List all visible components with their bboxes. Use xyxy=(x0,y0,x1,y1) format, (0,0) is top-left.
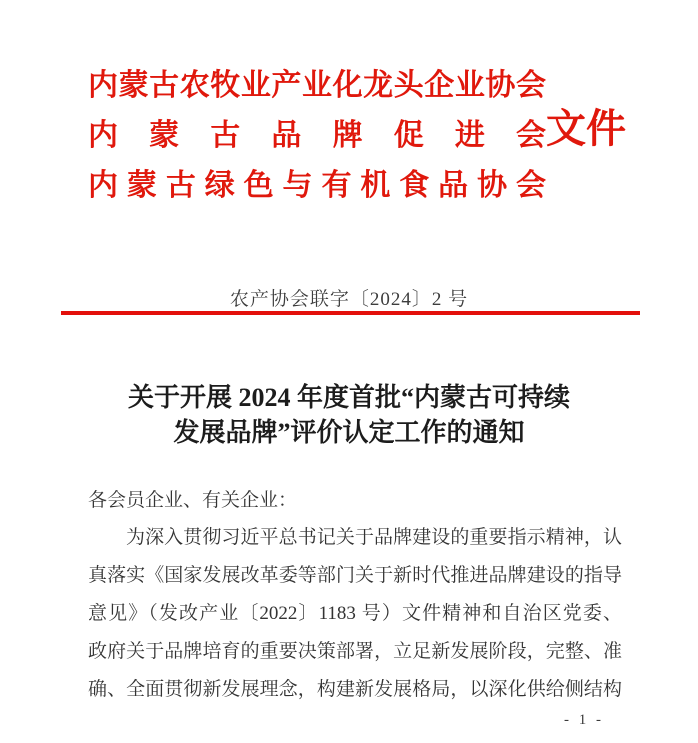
letterhead xyxy=(88,61,546,211)
body-paragraph-line-1: 为深入贯彻习近平总书记关于品牌建设的重要指示精神，认 xyxy=(126,527,622,548)
document-title xyxy=(0,380,698,450)
red-separator-line xyxy=(61,311,640,315)
body-paragraph-line-3: 意见》（发改产业〔2022〕1183 号）文件精神和自治区党委、 xyxy=(88,603,622,624)
body-paragraph-line-5: 确、全面贯彻新发展理念，构建新发展格局，以深化供给侧结构 xyxy=(88,679,622,700)
salutation: 各会员企业、有关企业： xyxy=(88,490,298,511)
body-paragraph-line-4: 政府关于品牌培育的重要决策部署，立足新发展阶段，完整、准 xyxy=(88,641,622,662)
letterhead-org-line-1: 内蒙古农牧业产业化龙头企业协会 xyxy=(88,69,546,102)
doc-reference-number: 农产协会联字〔2024〕2 号 xyxy=(229,289,469,310)
letterhead-org-line-3: 内蒙古绿色与有机食品协会 xyxy=(88,169,546,202)
doc-type-label: 文件 xyxy=(546,106,626,151)
document-title-line-1: 关于开展 2024 年度首批“内蒙古可持续 xyxy=(127,383,570,412)
page-number: - 1 - xyxy=(564,712,604,728)
document-title-line-2: 发展品牌”评价认定工作的通知 xyxy=(173,418,525,447)
letterhead-org-line-2: 内蒙古品牌促进会 xyxy=(88,119,546,152)
body-paragraph xyxy=(88,519,622,709)
body-paragraph-line-2: 真落实《国家发展改革委等部门关于新时代推进品牌建设的指导 xyxy=(88,565,622,586)
